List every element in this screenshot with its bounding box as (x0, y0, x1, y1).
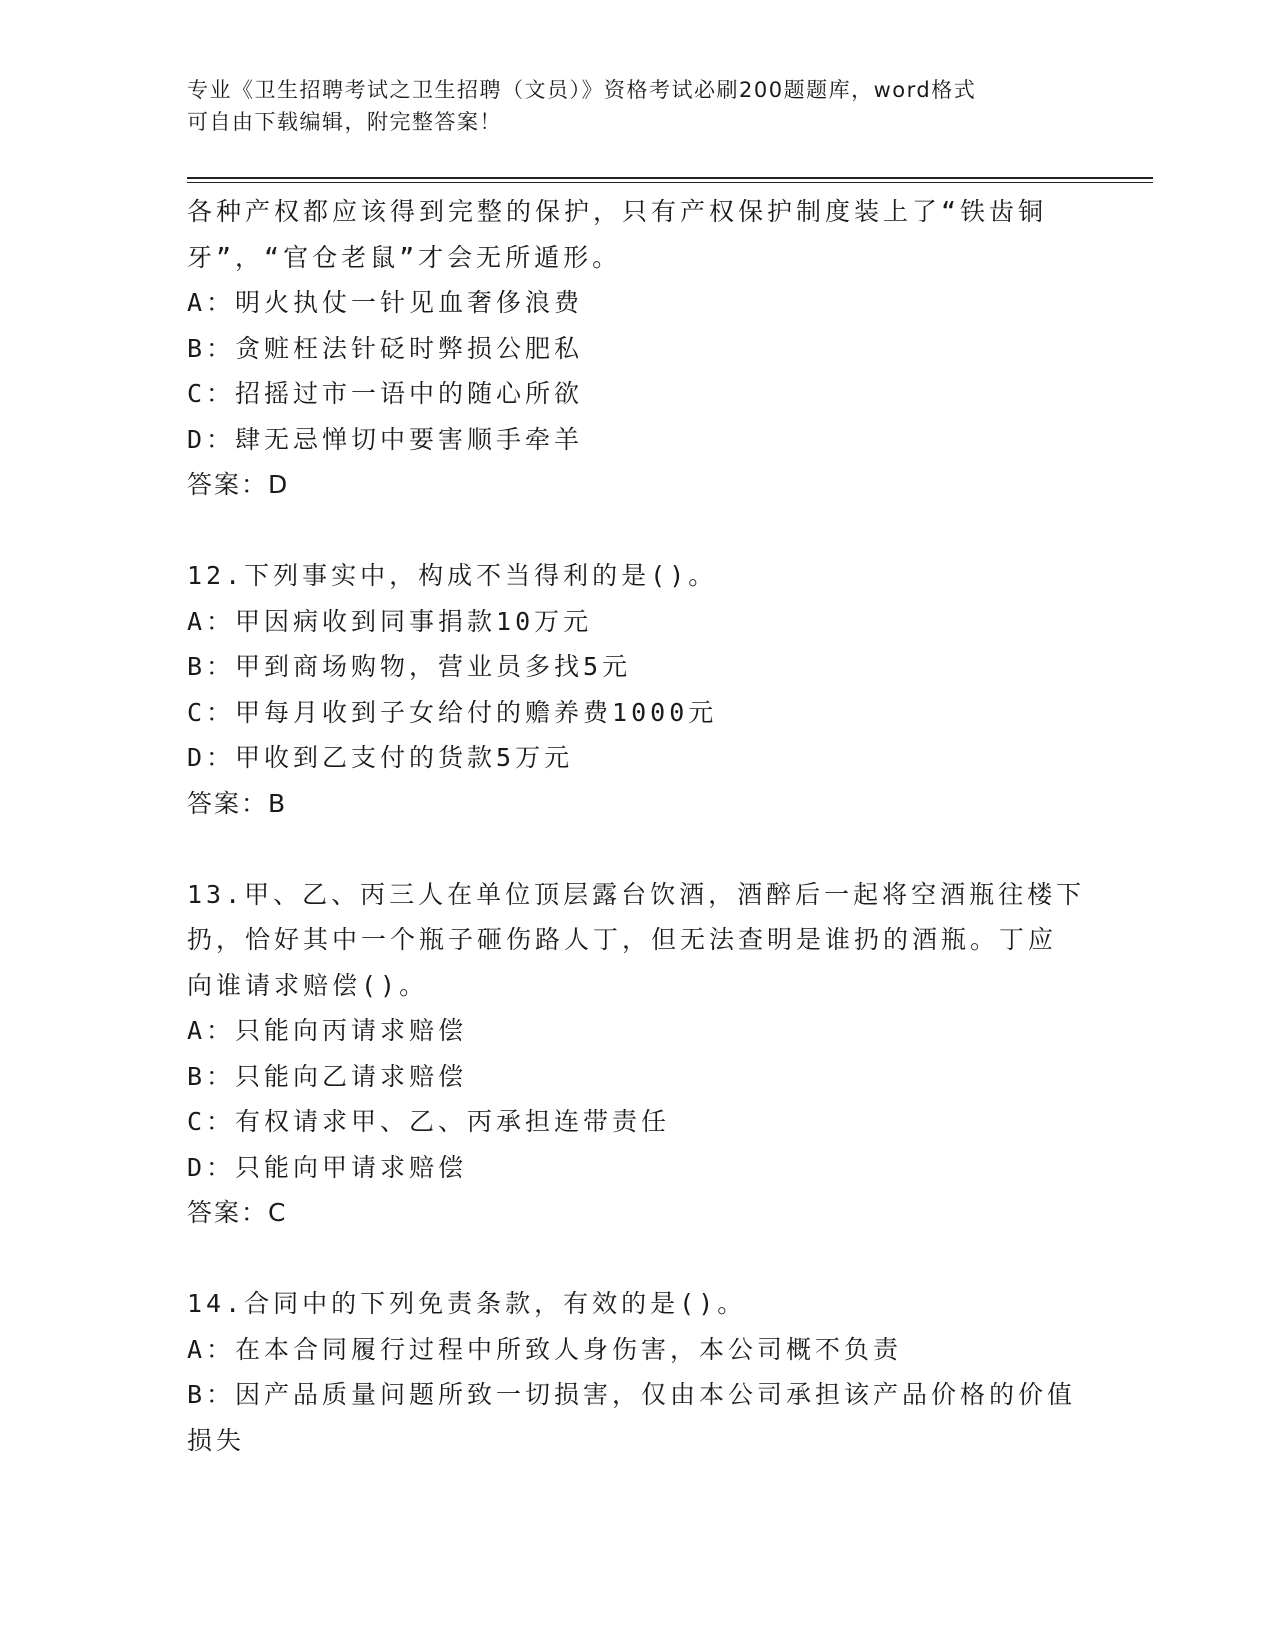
question-12 (187, 553, 1087, 826)
question-13-option-d: D：只能向甲请求赔偿 (187, 1152, 468, 1182)
question-13-option-c: C：有权请求甲、乙、丙承担连带责任 (187, 1107, 671, 1136)
question-11-answer: 答案：D (187, 470, 290, 499)
question-12-option-d: D：甲收到乙支付的货款5万元 (187, 743, 574, 772)
question-14-option-b-line-2: 损失 (187, 1425, 246, 1455)
question-11-option-a: A：明火执仗一针见血奢侈浪费 (187, 288, 584, 317)
question-12-answer: 答案：B (187, 788, 288, 818)
question-content (187, 189, 1087, 1463)
question-14-option-b-line-1: B：因产品质量问题所致一切损害，仅由本公司承担该产品价格的价值 (187, 1380, 1077, 1409)
header-line-1: 专业《卫生招聘考试之卫生招聘（文员）》资格考试必刷200题题库，word格式 (187, 78, 977, 102)
question-13-answer: 答案：C (187, 1198, 288, 1227)
question-11 (187, 189, 1087, 508)
question-13-stem-line-2: 扔，恰好其中一个瓶子砸伤路人丁，但无法查明是谁扔的酒瓶。丁应 (187, 925, 1058, 954)
question-13-option-a: A：只能向丙请求赔偿 (187, 1016, 468, 1045)
question-14 (187, 1281, 1087, 1463)
document-header (187, 74, 1087, 138)
question-13-stem-line-3: 向谁请求赔偿()。 (187, 970, 429, 1000)
question-12-option-c: C：甲每月收到子女给付的赡养费1000元 (187, 697, 718, 727)
question-12-option-b: B：甲到商场购物，营业员多找5元 (187, 652, 632, 681)
question-13-stem-line-1: 13.甲、乙、丙三人在单位顶层露台饮酒，酒醉后一起将空酒瓶往楼下 (187, 879, 1086, 909)
header-divider-thin (187, 182, 1153, 183)
question-14-stem-line-1: 14.合同中的下列免责条款，有效的是()。 (187, 1289, 747, 1318)
question-12-option-a: A：甲因病收到同事捐款10万元 (187, 606, 593, 636)
header-divider-thick (187, 177, 1153, 179)
question-11-option-c: C：招摇过市一语中的随心所欲 (187, 379, 584, 408)
question-11-stem-line-2: 牙”，“官仓老鼠”才会无所遁形。 (187, 242, 622, 272)
question-13-option-b: B：只能向乙请求赔偿 (187, 1061, 468, 1091)
question-14-option-a: A：在本合同履行过程中所致人身伤害，本公司概不负责 (187, 1334, 903, 1364)
question-12-stem-line-1: 12.下列事实中，构成不当得利的是()。 (187, 561, 718, 590)
question-11-option-d: D：肆无忌惮切中要害顺手牵羊 (187, 424, 584, 454)
question-13 (187, 872, 1087, 1236)
question-11-stem-line-1: 各种产权都应该得到完整的保护，只有产权保护制度装上了“铁齿铜 (187, 197, 1048, 226)
header-line-2: 可自由下载编辑，附完整答案！ (187, 110, 502, 134)
question-11-option-b: B：贪赃枉法针砭时弊损公肥私 (187, 333, 584, 363)
